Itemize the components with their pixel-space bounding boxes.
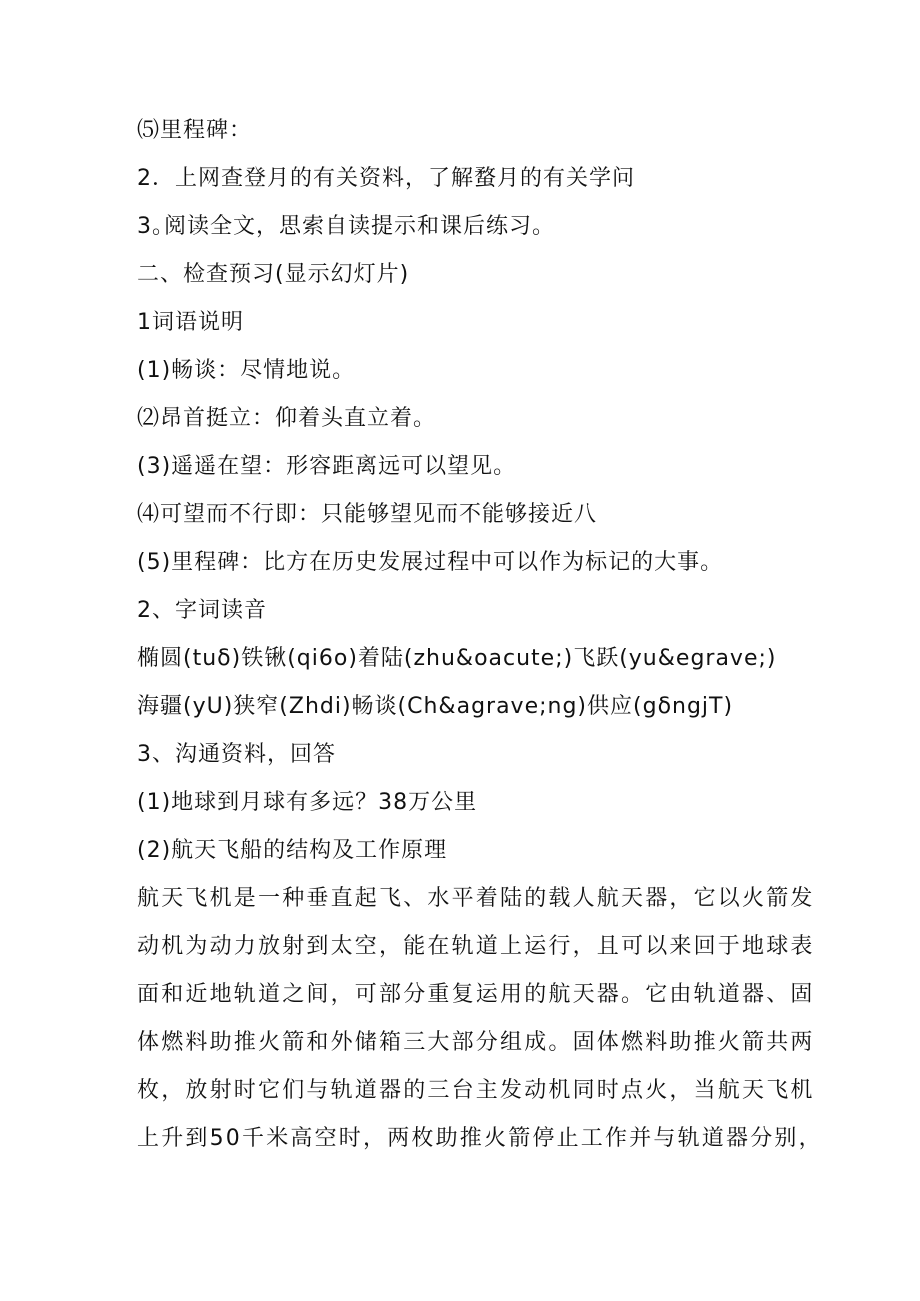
paragraph-line-2: 动机为动力放射到太空，能在轨道上运行，且可以来回于地球表	[137, 934, 815, 959]
text-line-milestone-heading: ⑸里程碑：	[137, 118, 253, 143]
paragraph-line-6: 上升到50千米高空时，两枚助推火箭停止工作并与轨道器分别，	[137, 1126, 823, 1151]
text-line-research-task: 2．上网查登月的有关资料，了解蝥月的有关学问	[137, 166, 635, 191]
paragraph-line-3: 面和近地轨道之间，可部分重复运用的航天器。它由轨道器、固	[137, 982, 815, 1007]
question-2: (2)航天飞船的结构及工作原理	[137, 838, 448, 863]
pronunciation-line-2: 海疆(yU)狭窄(Zhdi)畅谈(Ch&agrave;ng)供应(gδngjT)	[137, 694, 734, 719]
section-heading-review: 二、检查预习(显示幻灯片)	[137, 262, 410, 287]
vocab-item-1: (1)畅谈：尽情地说。	[137, 358, 356, 383]
vocab-item-2: ⑵昂首挺立：仰着头直立着。	[137, 406, 437, 431]
vocab-item-5: (5)里程碑：比方在历史发展过程中可以作为标记的大事。	[137, 550, 724, 575]
paragraph-line-1: 航天飞机是一种垂直起飞、水平着陆的载人航天器，它以火箭发	[137, 886, 815, 911]
text-line-reading-task: 3｡阅读全文，思索自读提示和课后练习。	[137, 214, 555, 239]
question-1: (1)地球到月球有多远？38万公里	[137, 790, 478, 815]
paragraph-line-5: 枚，放射时它们与轨道器的三台主发动机同时点火，当航天飞机	[137, 1078, 815, 1103]
paragraph-line-4: 体燃料助推火箭和外储箱三大部分组成。固体燃料助推火箭共两	[137, 1030, 815, 1055]
subheading-exchange: 3、沟通资料，回答	[137, 742, 336, 767]
vocab-item-3: (3)遥遥在望：形容距离远可以望见。	[137, 454, 517, 479]
pronunciation-line-1: 椭圆(tuδ)铁锹(qi6o)着陆(zhu&oacute;)飞跃(yu&egrave;)	[137, 646, 777, 671]
subheading-pronunciation: 2、字词读音	[137, 598, 267, 623]
vocab-item-4: ⑷可望而不行即：只能够望见而不能够接近八	[137, 502, 598, 527]
subheading-vocabulary: 1词语说明	[137, 310, 244, 335]
